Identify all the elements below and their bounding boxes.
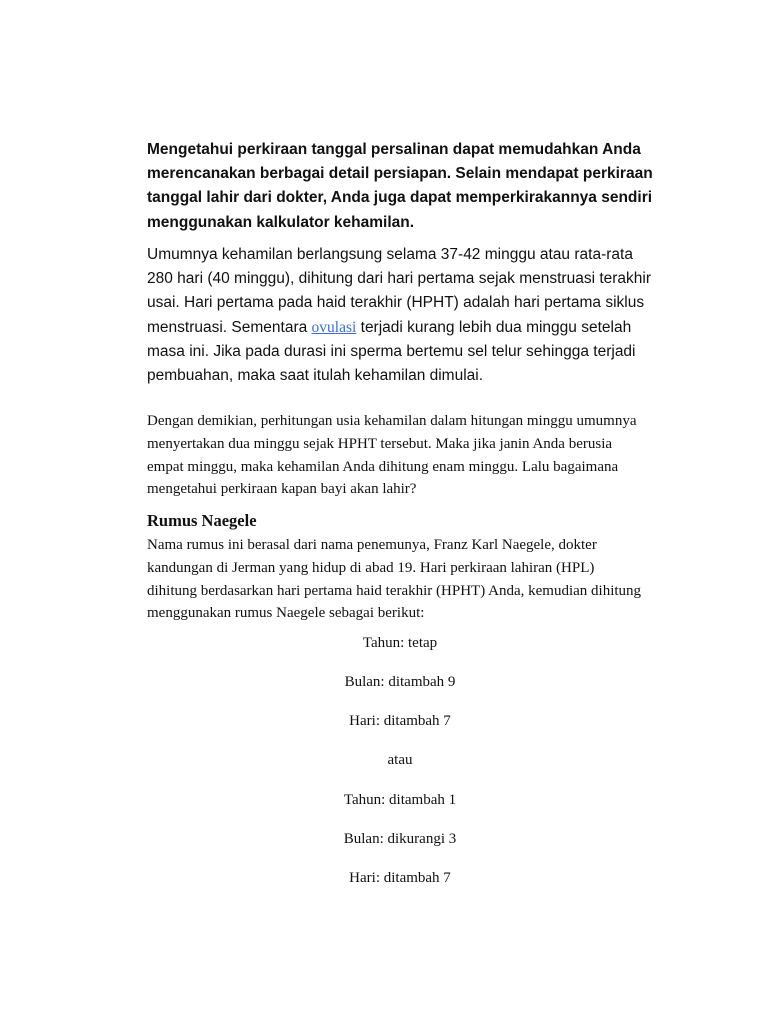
formula-month-line: Bulan: ditambah 9 (344, 674, 456, 690)
formula-year-line: Tahun: ditambah 1 (343, 792, 457, 808)
paragraph-line: menggunakan rumus Naegele sebagai berikut: (147, 605, 425, 622)
formula-day-line: Hari: ditambah 7 (349, 713, 451, 729)
naegele-paragraph (147, 534, 667, 625)
formula-year-line: Tahun: tetap (362, 635, 438, 651)
formula-month-line: Bulan: dikurangi 3 (343, 831, 457, 847)
formula-or-separator: atau (387, 752, 413, 768)
intro-paragraph (147, 138, 653, 235)
pregnancy-duration-paragraph (147, 243, 651, 388)
paragraph-line: dihitung berdasarkan hari pertama haid terakhir (HPHT) Anda, kemudian dihitung (147, 582, 642, 599)
gestational-age-paragraph (147, 410, 667, 501)
intro-line: tanggal lahir dari dokter, Anda juga dapat memperkirakannya sendiri (147, 189, 653, 207)
intro-line: Mengetahui perkiraan tanggal persalinan dapat memudahkan Anda (147, 141, 641, 158)
paragraph-line (147, 316, 647, 340)
paragraph-line: kandungan di Jerman yang hidup di abad 19. Hari perkiraan lahiran (HPL) (147, 559, 595, 576)
formula-day-line: Hari: ditambah 7 (349, 870, 451, 886)
paragraph-line: usai. Hari pertama pada haid terakhir (HPHT) adalah hari pertama siklus (147, 294, 645, 312)
paragraph-line: empat minggu, maka kehamilan Anda dihitung enam minggu. Lalu bagaimana (147, 458, 619, 475)
paragraph-line: masa ini. Jika pada durasi ini sperma bertemu sel telur sehingga terjadi (147, 342, 636, 360)
intro-line: merencanakan berbagai detail persiapan. Selain mendapat perkiraan (147, 165, 653, 183)
line-text: menstruasi. Sementara (147, 318, 312, 336)
paragraph-line: 280 hari (40 minggu), dihitung dari hari pertama sejak menstruasi terakhir (147, 270, 651, 288)
paragraph-line: Dengan demikian, perhitungan usia kehamilan dalam hitungan minggu umumnya (147, 413, 637, 429)
paragraph-line: Umumnya kehamilan berlangsung selama 37-42 minggu atau rata-rata (147, 246, 633, 263)
line-text: terjadi kurang lebih dua minggu setelah (356, 318, 632, 336)
paragraph-line: Nama rumus ini berasal dari nama penemunya, Franz Karl Naegele, dokter (147, 537, 597, 553)
ovulasi-link[interactable]: ovulasi (311, 318, 357, 336)
section-heading: Rumus Naegele (147, 511, 257, 530)
intro-line: menggunakan kalkulator kehamilan. (147, 213, 415, 231)
paragraph-line: pembuahan, maka saat itulah kehamilan dimulai. (147, 367, 484, 385)
paragraph-line: menyertakan dua minggu sejak HPHT tersebut. Maka jika janin Anda berusia (147, 435, 613, 452)
paragraph-line: mengetahui perkiraan kapan bayi akan lahir? (147, 481, 417, 498)
